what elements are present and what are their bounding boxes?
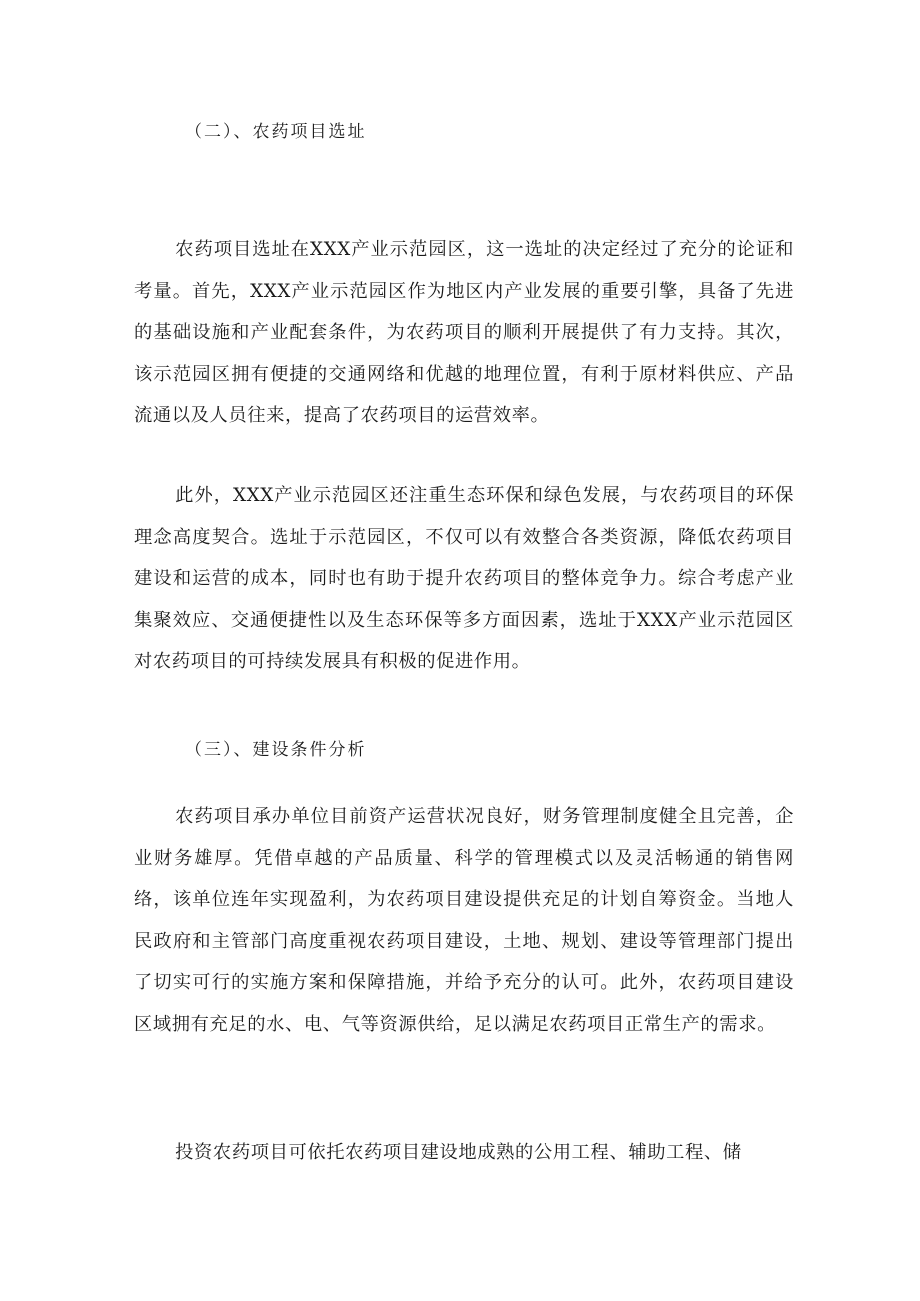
paragraph-site-overview: 农药项目选址在XXX产业示范园区，这一选址的决定经过了充分的论证和考量。首先，XXX产业示范园区作为地区内产业发展的重要引擎，具备了先进的基础设施和产业配套条件，为农药项目的顺利开展提供了有力支持。其次，该示范园区拥有便捷的交通网络和优越的地理位置，有利于原材料供应、产品流通以及人员往来，提高了农药项目的运营效率。 [134,239,794,426]
paragraph-construction-conditions: 农药项目承办单位目前资产运营状况良好，财务管理制度健全且完善，企业财务雄厚。凭借卓越的产品质量、科学的管理模式以及灵活畅通的销售网络，该单位连年实现盈利，为农药项目建设提供充足的计划自筹资金。当地人民政府和主管部门高度重视农药项目建设，土地、规划、建设等管理部门提出了切实可行的实施方案和保障措施，并给予充分的认可。此外，农药项目建设区域拥有充足的水、电、气等资源供给，足以满足农药项目正常生产的需求。 [134,806,794,1035]
paragraph-site-environment: 此外，XXX产业示范园区还注重生态环保和绿色发展，与农药项目的环保理念高度契合。选址于示范园区，不仅可以有效整合各类资源，降低农药项目建设和运营的成本，同时也有助于提升农药项目的整体竞争力。综合考虑产业集聚效应、交通便捷性以及生态环保等多方面因素，选址于XXX产业示范园区对农药项目的可持续发展具有积极的促进作用。 [134,485,794,672]
paragraph-investment-support: 投资农药项目可依托农药项目建设地成熟的公用工程、辅助工程、储 [175,1142,742,1163]
section-heading-site-selection: （二）、农药项目选址 [185,122,367,142]
section-heading-construction-conditions: （三）、建设条件分析 [185,740,367,760]
